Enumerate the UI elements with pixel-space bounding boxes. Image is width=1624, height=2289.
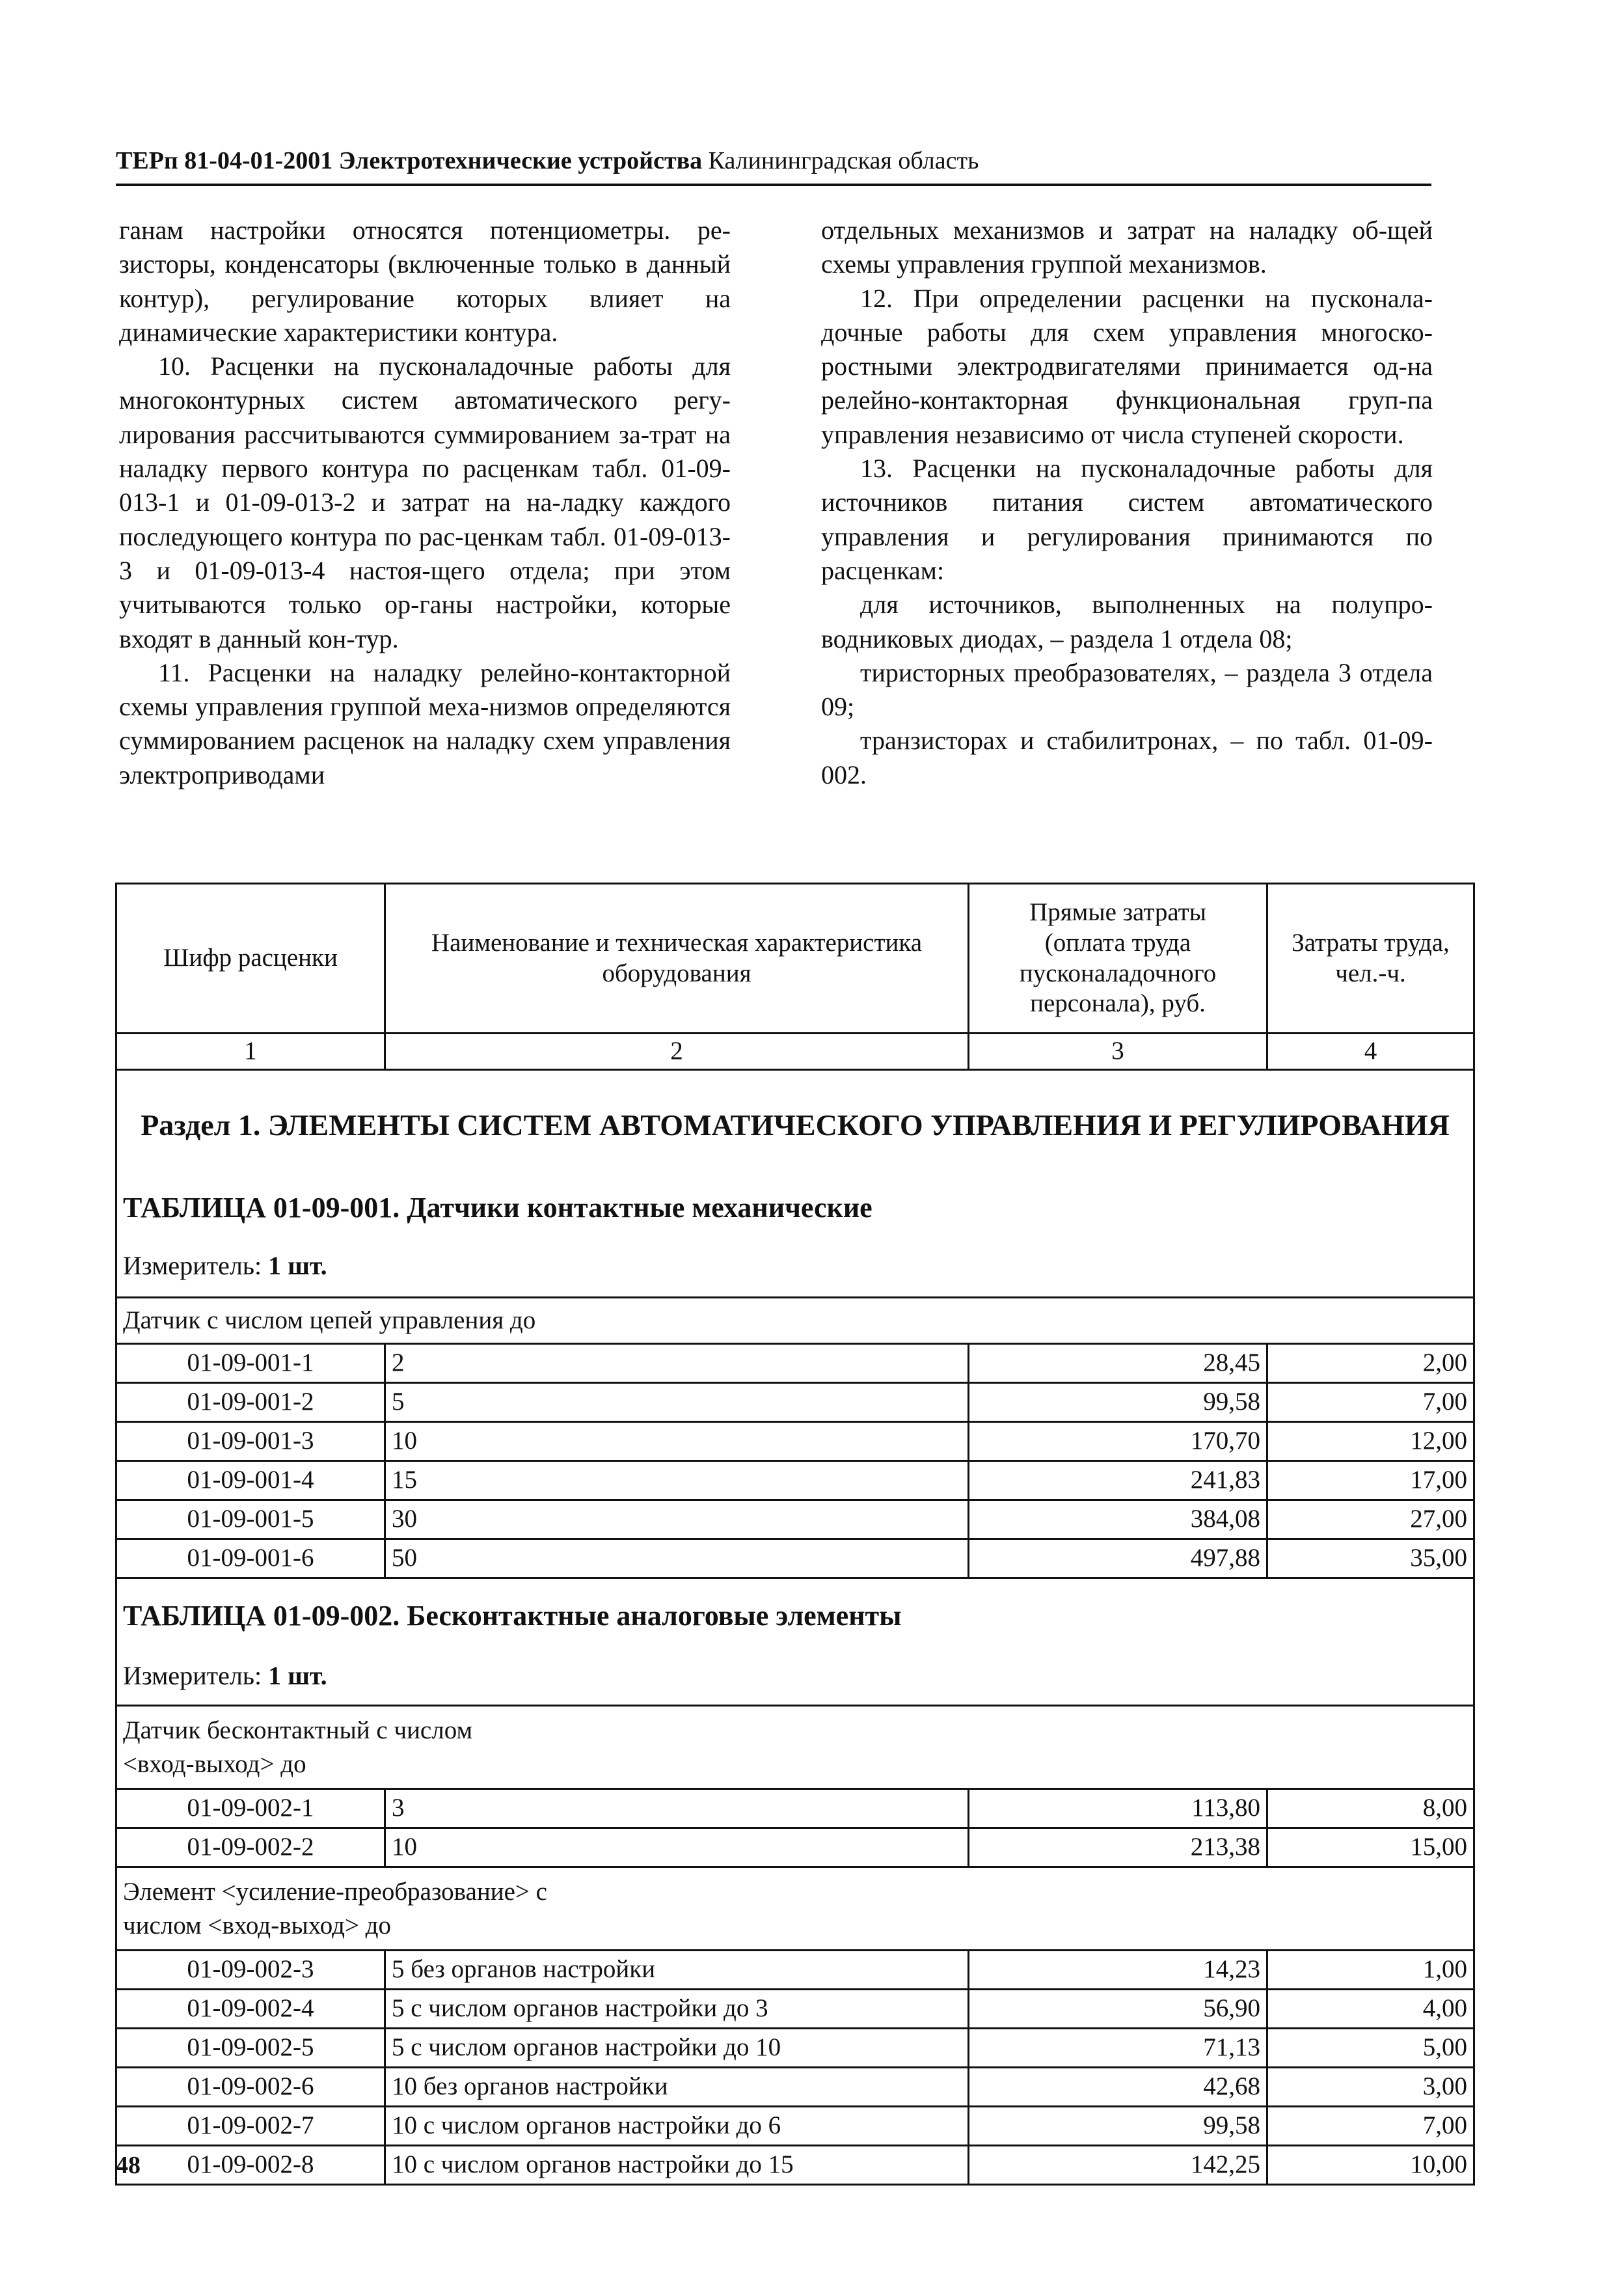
rate-code: 01-09-001-3 [116, 1422, 385, 1461]
table-title-row [116, 1181, 1474, 1235]
subheader: Элемент <усиление-преобразование> с числом <вход-выход> до [116, 1867, 1474, 1951]
table-title: ТАБЛИЦА 01-09-002. Бесконтактные аналоговые элементы [116, 1578, 1474, 1647]
paragraph: отдельных механизмов и затрат на наладку об-щей схемы управления группой механизмов. [821, 215, 1433, 279]
rate-labor: 15,00 [1267, 1828, 1474, 1867]
rate-code: 01-09-001-2 [116, 1383, 385, 1422]
rate-labor: 10,00 [1267, 2146, 1474, 2185]
rate-code: 01-09-001-6 [116, 1539, 385, 1578]
rate-code: 01-09-001-5 [116, 1500, 385, 1539]
table-row [116, 1789, 1474, 1828]
header-code: Шифр расценки [116, 884, 385, 1034]
paragraph: 12. При определении расценки на пусконала-дочные работы для схем управления многоско-ростными электродвигателями принимается од-на релейно-контакторная функциональная груп-па управления независимо от числа ступеней скорости. [821, 283, 1433, 449]
rate-labor: 12,00 [1267, 1422, 1474, 1461]
rate-cost: 28,45 [969, 1344, 1267, 1383]
measure-row [116, 1647, 1474, 1706]
table-row [116, 1461, 1474, 1500]
rate-cost: 384,08 [969, 1500, 1267, 1539]
header-rule [116, 184, 1431, 186]
rate-name: 5 с числом органов настройки до 3 [385, 1990, 969, 2029]
table-row [116, 2029, 1474, 2068]
subheader-row [116, 1706, 1474, 1789]
rate-code: 01-09-002-1 [116, 1789, 385, 1828]
rate-name: 5 [385, 1383, 969, 1422]
table-row [116, 1539, 1474, 1578]
rate-labor: 3,00 [1267, 2068, 1474, 2107]
rate-cost: 497,88 [969, 1539, 1267, 1578]
subheader-row [116, 1867, 1474, 1951]
rate-cost: 56,90 [969, 1990, 1267, 2029]
rate-name: 3 [385, 1789, 969, 1828]
column-number: 2 [385, 1034, 969, 1070]
rates-table [115, 883, 1475, 2186]
measure-unit: Измеритель: 1 шт. [116, 1647, 1474, 1706]
rate-name: 30 [385, 1500, 969, 1539]
rate-cost: 99,58 [969, 1383, 1267, 1422]
section-title: Раздел 1. ЭЛЕМЕНТЫ СИСТЕМ АВТОМАТИЧЕСКОГО УПРАВЛЕНИЯ И РЕГУЛИРОВАНИЯ [116, 1070, 1474, 1181]
header-title: Электротехнические устройства [338, 147, 703, 174]
rate-labor: 8,00 [1267, 1789, 1474, 1828]
rate-cost: 71,13 [969, 2029, 1267, 2068]
rate-labor: 1,00 [1267, 1951, 1474, 1990]
table-row [116, 2068, 1474, 2107]
header-cost: Прямые затраты (оплата труда пусконаладочного персонала), руб. [969, 884, 1267, 1034]
table-row [116, 1344, 1474, 1383]
rate-code: 01-09-002-2 [116, 1828, 385, 1867]
subheader: Датчик с числом цепей управления до [116, 1298, 1474, 1344]
rate-name: 10 без органов настройки [385, 2068, 969, 2107]
table-row [116, 2146, 1474, 2185]
table-row [116, 2107, 1474, 2146]
rate-labor: 4,00 [1267, 1990, 1474, 2029]
rate-code: 01-09-001-4 [116, 1461, 385, 1500]
rate-name: 10 [385, 1828, 969, 1867]
table-title-row [116, 1578, 1474, 1647]
rate-code: 01-09-002-3 [116, 1951, 385, 1990]
measure-unit: Измеритель: 1 шт. [116, 1235, 1474, 1298]
rate-name: 10 [385, 1422, 969, 1461]
table-row [116, 1422, 1474, 1461]
rate-cost: 99,58 [969, 2107, 1267, 2146]
header-region: Калининградская область [708, 147, 979, 174]
section-title-row [116, 1070, 1474, 1181]
subheader: Датчик бесконтактный с числом <вход-выход> до [116, 1706, 1474, 1789]
header-code: ТЕРп 81-04-01-2001 [116, 147, 333, 174]
rate-cost: 142,25 [969, 2146, 1267, 2185]
paragraph: 13. Расценки на пусконаладочные работы для источников питания систем автоматического управления и регулирования принимаются по расценкам: [821, 454, 1433, 585]
rate-name: 50 [385, 1539, 969, 1578]
column-number: 3 [969, 1034, 1267, 1070]
paragraph: 11. Расценки на наладку релейно-контакторной схемы управления группой меха-низмов определяются суммированием расценок на наладку схем управления электроприводами [119, 657, 731, 789]
subheader-row [116, 1298, 1474, 1344]
rate-cost: 113,80 [969, 1789, 1267, 1828]
rate-name: 5 без органов настройки [385, 1951, 969, 1990]
rate-name: 15 [385, 1461, 969, 1500]
running-header [116, 148, 1431, 173]
page-number: 48 [116, 2152, 141, 2179]
rate-cost: 213,38 [969, 1828, 1267, 1867]
table-row [116, 1951, 1474, 1990]
paragraph: ганам настройки относятся потенциометры. ре-зисторы, конденсаторы (включенные только в данный контур), регулирование которых влияет на динамические характеристики контура. [119, 215, 731, 347]
rate-code: 01-09-002-8 [116, 2146, 385, 2185]
rate-cost: 241,83 [969, 1461, 1267, 1500]
column-number-row [116, 1034, 1474, 1070]
column-number: 1 [116, 1034, 385, 1070]
rate-code: 01-09-002-6 [116, 2068, 385, 2107]
table-row [116, 1383, 1474, 1422]
paragraph: тиристорных преобразователях, – раздела 3 отдела 09; [821, 657, 1433, 722]
paragraph: для источников, выполненных на полупро-водниковых диодах, – раздела 1 отдела 08; [821, 590, 1433, 653]
rate-labor: 7,00 [1267, 2107, 1474, 2146]
rate-name: 5 с числом органов настройки до 10 [385, 2029, 969, 2068]
rate-name: 10 с числом органов настройки до 15 [385, 2146, 969, 2185]
table-title: ТАБЛИЦА 01-09-001. Датчики контактные механические [116, 1181, 1474, 1235]
table-header-row [116, 884, 1474, 1034]
text-column-left [119, 213, 731, 792]
table-row [116, 1500, 1474, 1539]
text-column-right [821, 213, 1433, 792]
rate-cost: 42,68 [969, 2068, 1267, 2107]
rate-labor: 5,00 [1267, 2029, 1474, 2068]
rate-labor: 35,00 [1267, 1539, 1474, 1578]
column-number: 4 [1267, 1034, 1474, 1070]
rate-labor: 7,00 [1267, 1383, 1474, 1422]
rate-name: 2 [385, 1344, 969, 1383]
rate-cost: 170,70 [969, 1422, 1267, 1461]
header-name: Наименование и техническая характеристика оборудования [385, 884, 969, 1034]
table-row [116, 1828, 1474, 1867]
rate-code: 01-09-001-1 [116, 1344, 385, 1383]
rate-code: 01-09-002-7 [116, 2107, 385, 2146]
rate-name: 10 с числом органов настройки до 6 [385, 2107, 969, 2146]
rate-labor: 27,00 [1267, 1500, 1474, 1539]
measure-row [116, 1235, 1474, 1298]
rate-code: 01-09-002-4 [116, 1990, 385, 2029]
paragraph: транзисторах и стабилитронах, – по табл. 01-09-002. [821, 726, 1433, 789]
paragraph: 10. Расценки на пусконаладочные работы для многоконтурных систем автоматического регу-лирования рассчитываются суммированием за-трат на наладку первого контура по расценкам табл. 01-09-013-1 и 01-09-013-2 и затрат на на-ладку каждого последующего контура по рас-ценкам табл. 01-09-013-3 и 01-09-013-4 настоя-щего отдела; при этом учитываются только ор-ганы настройки, которые входят в данный кон-тур. [119, 351, 731, 653]
table-row [116, 1990, 1474, 2029]
rate-code: 01-09-002-5 [116, 2029, 385, 2068]
rate-labor: 17,00 [1267, 1461, 1474, 1500]
rate-labor: 2,00 [1267, 1344, 1474, 1383]
rate-cost: 14,23 [969, 1951, 1267, 1990]
header-labor: Затраты труда, чел.-ч. [1267, 884, 1474, 1034]
